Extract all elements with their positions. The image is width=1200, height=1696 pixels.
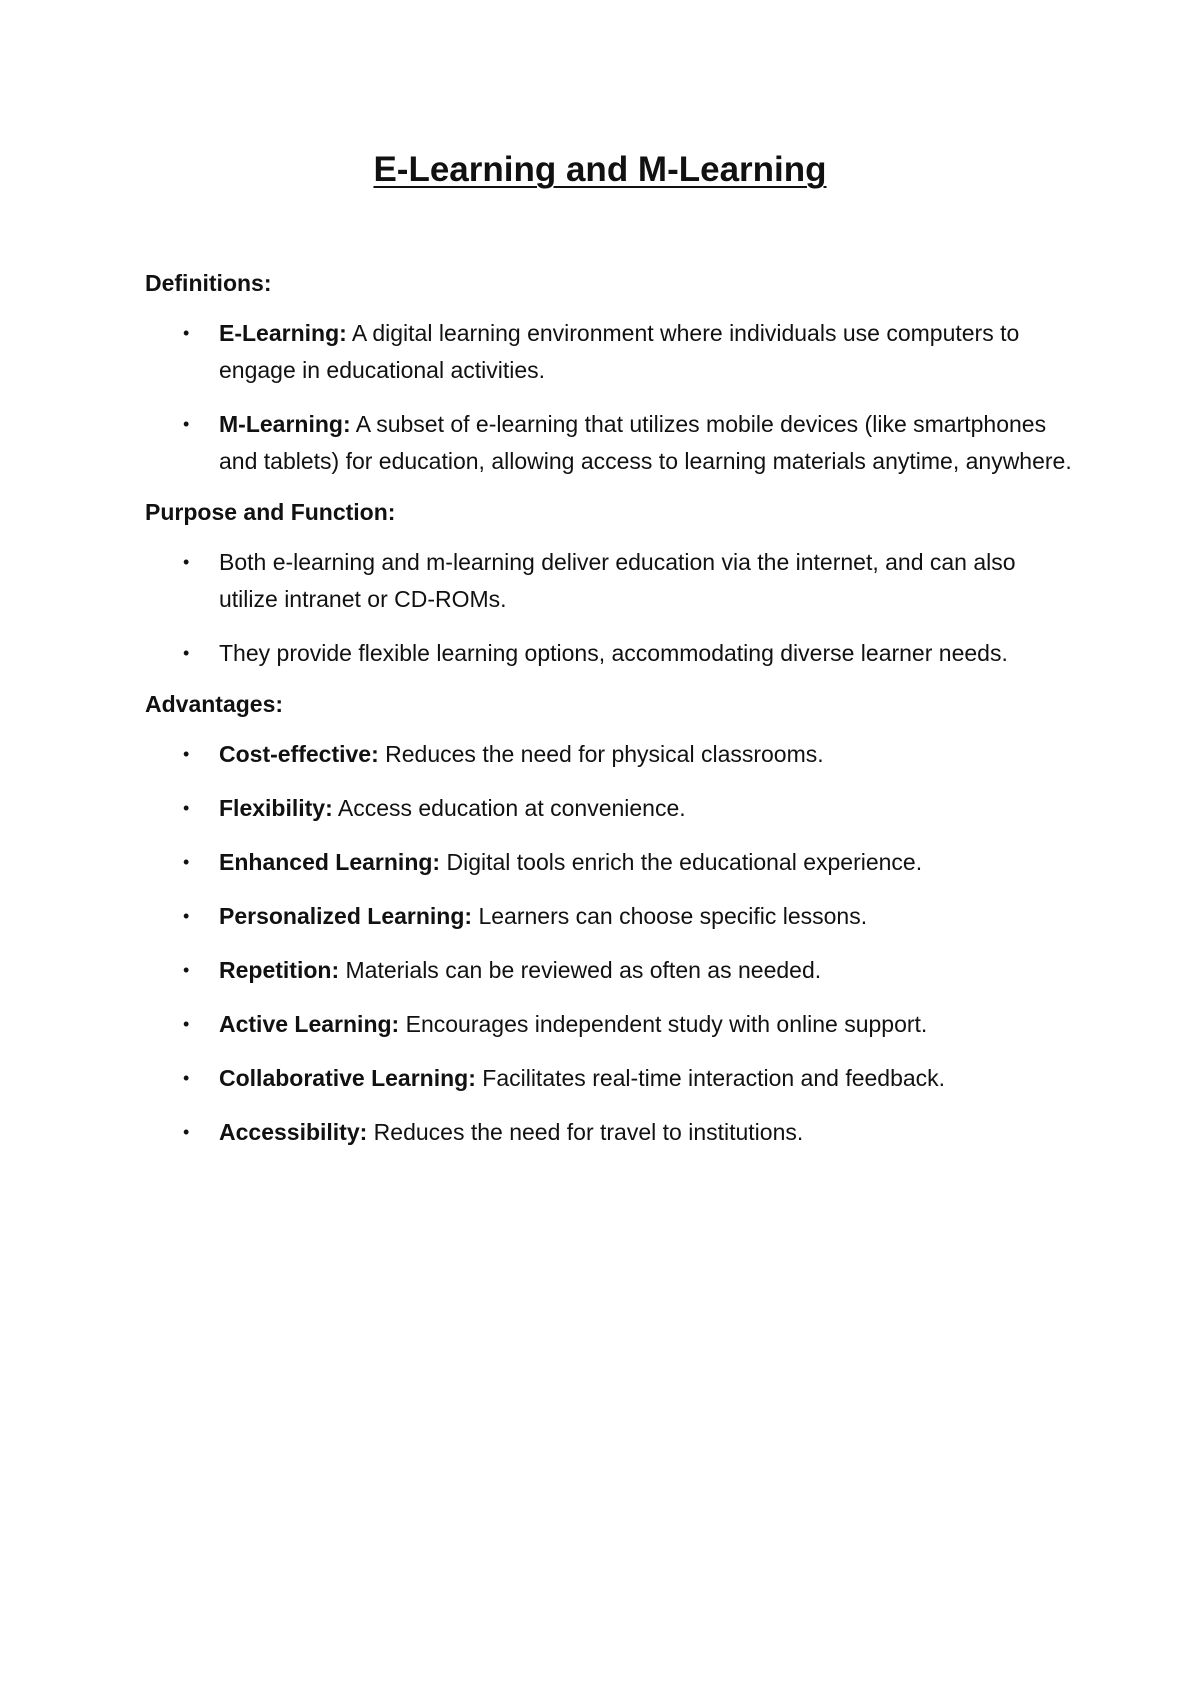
item-text: Encourages independent study with online support.: [399, 1011, 928, 1037]
bullet-icon: •: [183, 552, 190, 572]
list-item: [145, 952, 1075, 989]
bullet-icon: •: [183, 414, 190, 434]
item-term: Flexibility:: [219, 795, 333, 821]
list-item: [145, 406, 1075, 480]
item-text: Facilitates real-time interaction and feedback.: [475, 1065, 946, 1091]
item-term: M-Learning:: [219, 411, 351, 437]
definitions-list: [145, 315, 1075, 480]
list-item: [145, 635, 1075, 672]
list-item: [145, 315, 1075, 389]
bullet-icon: •: [183, 643, 190, 663]
item-term: Active Learning:: [219, 1011, 400, 1037]
list-item: [145, 736, 1075, 773]
item-text: Access education at convenience.: [332, 795, 686, 821]
list-item: [145, 1006, 1075, 1043]
item-text: Reduces the need for travel to institutions.: [367, 1119, 804, 1145]
list-item: [145, 1114, 1075, 1151]
item-text: Learners can choose specific lessons.: [472, 903, 868, 929]
list-item: [145, 790, 1075, 827]
list-item: [145, 898, 1075, 935]
bullet-icon: •: [183, 852, 190, 872]
bullet-icon: •: [183, 906, 190, 926]
list-item: [145, 544, 1075, 618]
bullet-icon: •: [183, 323, 190, 343]
section-heading-advantages: Advantages:: [145, 691, 284, 717]
advantages-list: [145, 736, 1075, 1151]
item-term: Personalized Learning:: [219, 903, 473, 929]
list-item: [145, 844, 1075, 881]
bullet-icon: •: [183, 1122, 190, 1142]
item-text: They provide flexible learning options, accommodating diverse learner needs.: [219, 640, 1008, 666]
item-text: Digital tools enrich the educational experience.: [440, 849, 923, 875]
item-term: Repetition:: [219, 957, 340, 983]
item-text: A subset of e-learning that utilizes mobile devices (like smartphones and tablets) for education, allowing access to learning materials anytime, anywhere.: [219, 411, 1072, 474]
bullet-icon: •: [183, 1068, 190, 1088]
item-text: Materials can be reviewed as often as needed.: [339, 957, 822, 983]
list-item: [145, 1060, 1075, 1097]
bullet-icon: •: [183, 744, 190, 764]
item-text: Reduces the need for physical classrooms.: [378, 741, 824, 767]
item-text: Both e-learning and m-learning deliver education via the internet, and can also utilize intranet or CD-ROMs.: [219, 549, 1016, 612]
document-title-text: E-Learning and M-Learning: [373, 150, 827, 189]
bullet-icon: •: [183, 1014, 190, 1034]
item-term: Cost-effective:: [219, 741, 379, 767]
document-body: [145, 268, 1075, 1168]
section-heading-definitions: Definitions:: [145, 270, 272, 296]
item-term: Accessibility:: [219, 1119, 368, 1145]
bullet-icon: •: [183, 960, 190, 980]
item-term: Enhanced Learning:: [219, 849, 441, 875]
section-heading-purpose: Purpose and Function:: [145, 499, 396, 525]
purpose-list: [145, 544, 1075, 672]
bullet-icon: •: [183, 798, 190, 818]
item-text: A digital learning environment where individuals use computers to engage in educational activities.: [219, 320, 1020, 383]
item-term: Collaborative Learning:: [219, 1065, 476, 1091]
document-title: [0, 148, 1200, 192]
item-term: E-Learning:: [219, 320, 347, 346]
